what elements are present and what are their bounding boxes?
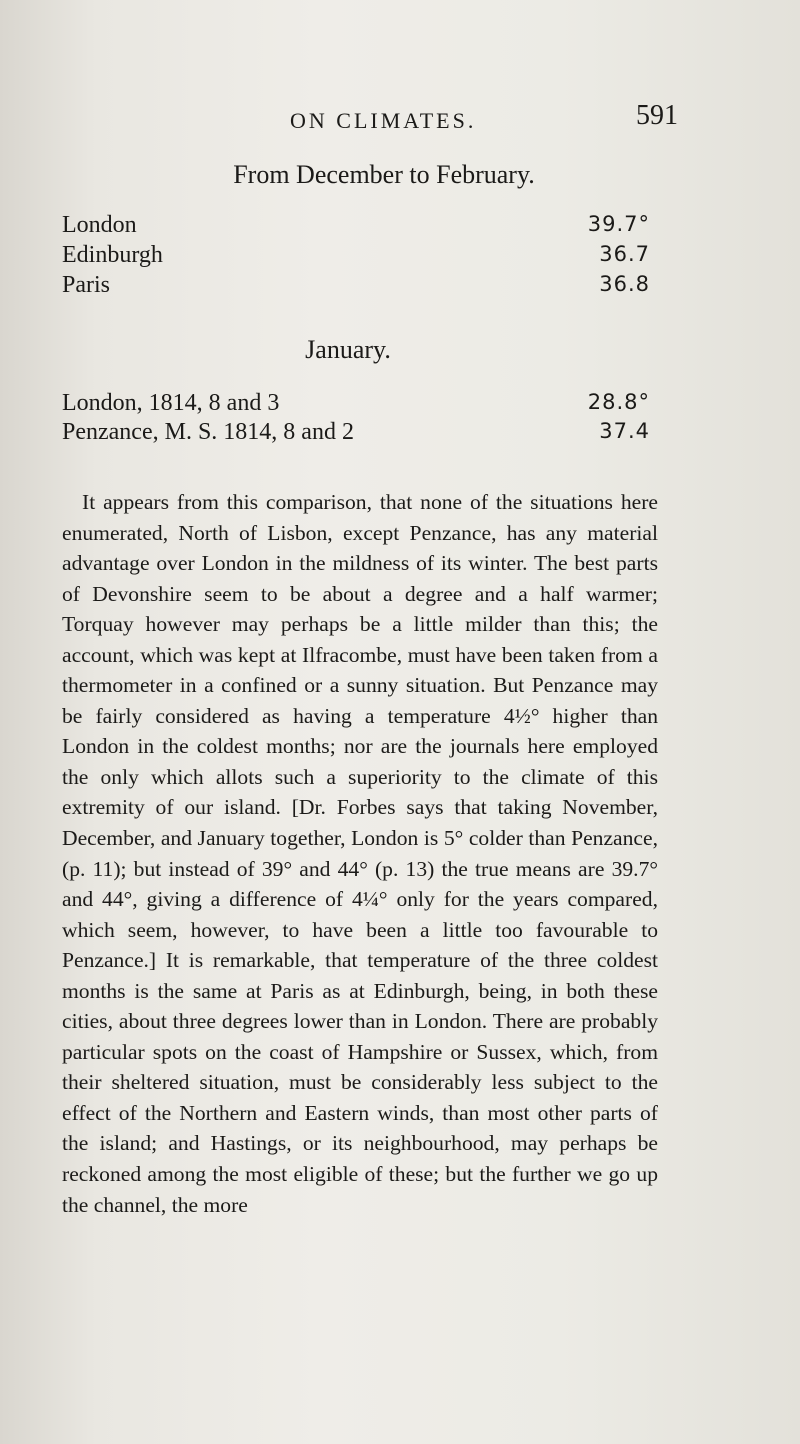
row-value: 37.4 <box>599 419 650 443</box>
row-value: 39.7° <box>587 212 650 236</box>
table2-heading: January. <box>305 335 391 364</box>
table-row <box>62 272 650 299</box>
running-title: ON CLIMATES. <box>290 108 477 133</box>
row-place: Penzance, M. S. 1814, 8 and 2 <box>62 419 354 445</box>
table-row <box>62 390 650 417</box>
table1-heading: From December to February. <box>233 160 535 189</box>
row-value: 36.7 <box>599 242 650 266</box>
row-place: London, 1814, 8 and 3 <box>62 390 280 416</box>
body-paragraph: It appears from this comparison, that none of the situations here enumerated, North of Lisbon, except Penzance, has any material advantage over London in the mildness of its winter. The best parts of Devonshire seem to be about a degree and a half warmer; Torquay however may perhaps be a little milder than this; the account, which was kept at Ilfracombe, must have been taken from a thermometer in a confined or a sunny situation. But Penzance may be fairly considered as having a temperature 4½° higher than London in the coldest months; nor are the journals here employed the only which allots such a superiority to the climate of this extremity of our island. [Dr. Forbes says that taking November, December, and January together, London is 5° colder than Penzance, (p. 11); but instead of 39° and 44° (p. 13) the true means are 39.7° and 44°, giving a difference of 4¼° only for the years compared, which seem, however, to have been a little too favourable to Penzance.] It is remarkable, that temperature of the three coldest months is the same at Paris as at Edinburgh, being, in both these cities, about three degrees lower than in London. There are probably particular spots on the coast of Hampshire or Sussex, which, from their sheltered situation, must be considerably less subject to the effect of the Northern and Eastern winds, than most other parts of the island; and Hastings, or its neighbourhood, may perhaps be reckoned among the most eligible of these; but the further we go up the channel, the more <box>62 490 658 1217</box>
table-row <box>62 419 650 446</box>
row-place: Paris <box>62 272 110 298</box>
row-value: 28.8° <box>587 390 650 414</box>
row-place: London <box>62 212 137 238</box>
page-number: 591 <box>636 100 678 131</box>
row-place: Edinburgh <box>62 242 163 268</box>
table-row <box>62 212 650 239</box>
table-row <box>62 242 650 269</box>
row-value: 36.8 <box>599 272 650 296</box>
